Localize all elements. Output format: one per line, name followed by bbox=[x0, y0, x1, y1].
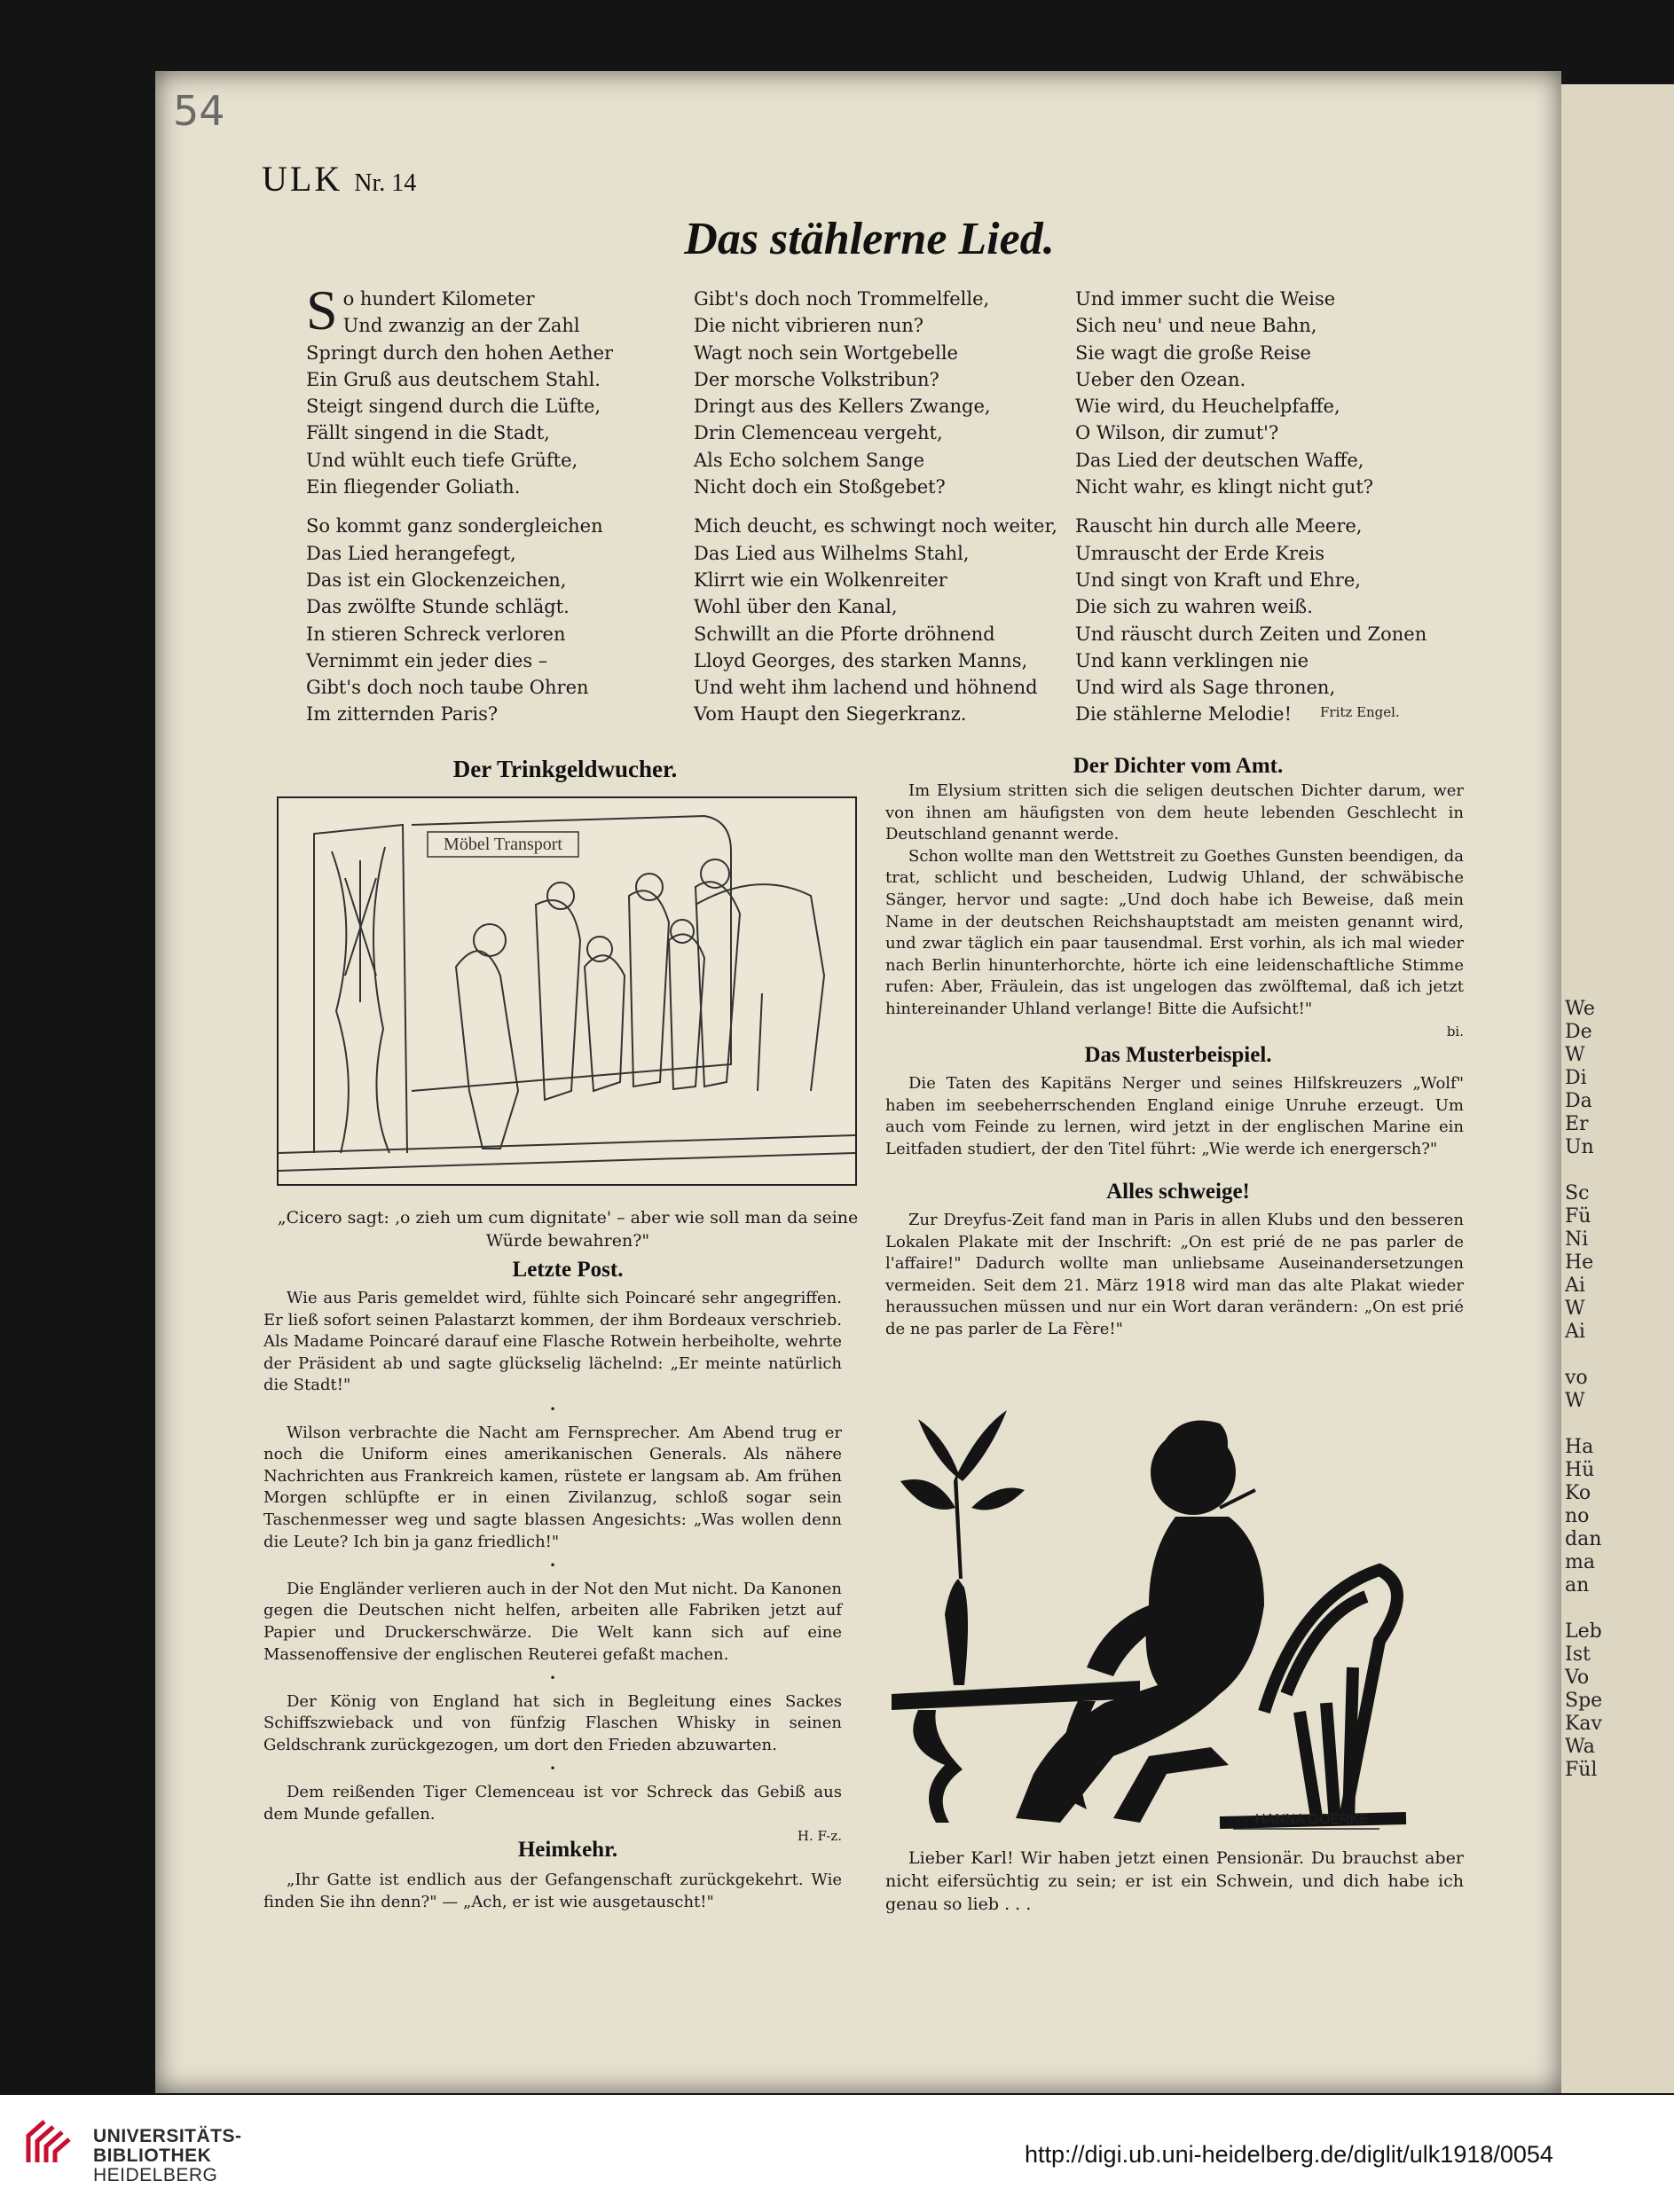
poem-line: Mich deucht, es schwingt noch weiter, bbox=[694, 515, 1057, 537]
adjacent-page-fragment: Ha bbox=[1565, 1436, 1594, 1458]
poem-line: So kommt ganz sondergleichen bbox=[306, 515, 603, 537]
dichter-section bbox=[885, 780, 1464, 1042]
poem-line: Die stählerne Melodie! bbox=[1075, 703, 1293, 726]
post-item: Die Engländer verlieren auch in der Not den Mut nicht. Da Kanonen gegen die Deutschen nicht helfen, arbeiten alle Fabriken jetzt auf Papier und Druckerschwärze. Die Welt kann sich auf eine Massenoffensive der englischen Reuterei gefaßt machen. bbox=[263, 1579, 842, 1664]
karl-section bbox=[885, 1847, 1464, 1916]
cartoon-sign-text: Möbel Transport bbox=[444, 835, 562, 854]
library-name-line2: BIBLIOTHEK bbox=[93, 2145, 212, 2166]
heimkehr-text: „Ihr Gatte ist endlich aus der Gefangenschaft zurückgekehrt. Wie finden Sie ihn denn?" — „Ach, er ist wie ausgetauscht!" bbox=[263, 1871, 842, 1911]
adjacent-page-fragment: Sc bbox=[1565, 1182, 1590, 1204]
issue-number: Nr. 14 bbox=[354, 169, 417, 197]
post-item: Wilson verbrachte die Nacht am Fernsprecher. Am Abend trug er noch die Uniform eines amerikanischen Generals. Als nähere Nachrichten aus Frankreich kamen, rüstete er langsam ab. Am frühen Morgen schlüpfte er in einen Zivilanzug, schloß sogar sein Taschenmesser weg und sagte blassen Angesichts: „Was wollen denn die Leute? Ich bin ja ganz friedlich!" bbox=[263, 1423, 842, 1551]
poem-column-2 bbox=[694, 286, 1066, 741]
adjacent-page-edge bbox=[1561, 84, 1674, 2093]
poem-stanza bbox=[1075, 513, 1448, 727]
adjacent-page-fragment: Di bbox=[1565, 1067, 1587, 1089]
heimkehr-title: Heimkehr. bbox=[517, 1838, 618, 1862]
library-name-line3: HEIDELBERG bbox=[93, 2165, 218, 2185]
poem-column-1 bbox=[306, 278, 679, 741]
poem-line: Wie wird, du Heuchelpfaffe, bbox=[1075, 396, 1340, 418]
karl-text: Lieber Karl! Wir haben jetzt einen Pensionär. Du brauchst aber nicht eifersüchtig zu sein; er ist ein Schwein, und dich habe ich genau so lieb . . . bbox=[885, 1848, 1464, 1914]
pencil-page-number: 54 bbox=[173, 87, 225, 135]
poem-line: Das Lied herangefegt, bbox=[306, 542, 516, 564]
adjacent-page-fragment: He bbox=[1565, 1251, 1594, 1274]
adjacent-page-fragment: Vo bbox=[1565, 1667, 1590, 1689]
schweige-section bbox=[885, 1210, 1464, 1341]
poem-line: Gibt's doch noch Trommelfelle, bbox=[694, 288, 990, 310]
adjacent-page-fragment: Wa bbox=[1565, 1736, 1595, 1758]
adjacent-page-fragment: vo bbox=[1565, 1367, 1588, 1389]
library-name-line1: UNIVERSITÄTS- bbox=[93, 2126, 242, 2146]
poem-line: Sich neu' und neue Bahn, bbox=[1075, 315, 1317, 337]
adjacent-page-fragment: Un bbox=[1565, 1136, 1594, 1158]
poem-line: Im zitternden Paris? bbox=[306, 703, 499, 726]
poem-author: Fritz Engel. bbox=[1320, 704, 1400, 720]
poem-line: Und räuscht durch Zeiten und Zonen bbox=[1075, 623, 1427, 645]
dichter-paragraph: Im Elysium stritten sich die seligen deutschen Dichter darum, wer von ihnen am häufigsten von dem heute lebenden Geschlecht in Deutschland genannt werde. bbox=[885, 781, 1464, 844]
adjacent-page-fragment: W bbox=[1565, 1044, 1585, 1066]
poem-line: Steigt singend durch die Lüfte, bbox=[306, 396, 601, 418]
section-separator: • bbox=[549, 1672, 556, 1685]
poem-line: Das Lied aus Wilhelms Stahl, bbox=[694, 542, 970, 564]
adjacent-page-fragment: an bbox=[1565, 1574, 1590, 1596]
adjacent-page-fragment: Ist bbox=[1565, 1643, 1591, 1666]
masthead bbox=[262, 158, 416, 200]
muster-title: Das Musterbeispiel. bbox=[1084, 1043, 1272, 1067]
poem-line: Sie wagt die große Reise bbox=[1075, 341, 1311, 364]
adjacent-page-fragment bbox=[1561, 1597, 1674, 1620]
muster-section bbox=[885, 1073, 1464, 1160]
poem-line: Dringt aus des Kellers Zwange, bbox=[694, 396, 991, 418]
adjacent-page-fragment: ma bbox=[1565, 1551, 1595, 1573]
adjacent-page-fragment: Hü bbox=[1565, 1459, 1595, 1481]
poem-line: Fällt singend in die Stadt, bbox=[306, 422, 550, 444]
adjacent-page-fragment: Ai bbox=[1565, 1275, 1585, 1297]
library-name[interactable] bbox=[93, 2127, 242, 2185]
poem-stanza bbox=[694, 286, 1066, 500]
poem-line: Die sich zu wahren weiß. bbox=[1075, 596, 1313, 618]
permalink-url[interactable]: http://digi.ub.uni-heidelberg.de/diglit/ulk1918/0054 bbox=[1025, 2141, 1553, 2168]
adjacent-page-fragment: De bbox=[1565, 1021, 1592, 1043]
post-item: Der König von England hat sich in Begleitung eines Sackes Schiffszwieback und von fünfzig Flaschen Whisky in seinen Geldschrank zurückgezogen, um dort den Frieden abzuwarten. bbox=[263, 1691, 842, 1754]
silhouette-illustration bbox=[883, 1375, 1415, 1836]
poem-line: Wagt noch sein Wortgebelle bbox=[694, 341, 958, 364]
poem-line: Umrauscht der Erde Kreis bbox=[1075, 542, 1325, 564]
poem-line: O Wilson, dir zumut'? bbox=[1075, 422, 1279, 444]
adjacent-page-fragment: W bbox=[1565, 1298, 1585, 1320]
poem-title: Das stählerne Lied. bbox=[684, 214, 1055, 264]
cartoon-illustration bbox=[277, 796, 857, 1186]
post-signature: H. F-z. bbox=[797, 1828, 842, 1845]
post-item: Wie aus Paris gemeldet wird, fühlte sich Poincaré sehr angegriffen. Er ließ sofort seinen Palastarzt kommen, der ihm Bordeaux verschrieb. Als Madame Poincaré darauf eine Flasche Rotwein herbeiholte, wehrte der Präsident ab und sagte glückselig lächelnd: „Er meinte natürlich die Stadt!" bbox=[263, 1289, 842, 1395]
poem-line: Das Lied der deutschen Waffe, bbox=[1075, 449, 1364, 471]
poem-dropcap: S bbox=[306, 278, 338, 341]
poem-line: Der morsche Volkstribun? bbox=[694, 368, 939, 390]
poem-line: Das zwölfte Stunde schlägt. bbox=[306, 596, 570, 618]
adjacent-page-fragment: Kav bbox=[1565, 1713, 1602, 1735]
section-separator: • bbox=[549, 1762, 556, 1776]
poem-line: Und singt von Kraft und Ehre, bbox=[1075, 569, 1361, 591]
university-library-logo-icon[interactable] bbox=[18, 2109, 80, 2171]
poem-line: Gibt's doch noch taube Ohren bbox=[306, 677, 589, 699]
muster-text: Die Taten des Kapitäns Nerger und seines Hilfskreuzers „Wolf" haben im seebeherrschenden England einige Unruhe erzeugt. Um auch vom Feinde zu lernen, wird jetzt in der englischen Marine ein Leitfaden studiert, der den Titel führt: „Wie werde ich energersch?" bbox=[885, 1074, 1464, 1158]
silhouette-signature: HANNA GOERKE bbox=[1255, 1812, 1370, 1827]
poem-line: Die nicht vibrieren nun? bbox=[694, 315, 924, 337]
adjacent-page-fragment: Ni bbox=[1565, 1228, 1589, 1251]
poem-line: Wohl über den Kanal, bbox=[694, 596, 898, 618]
poem-stanza bbox=[694, 513, 1066, 727]
poem-line: Und wird als Sage thronen, bbox=[1075, 677, 1336, 699]
poem-line: Springt durch den hohen Aether bbox=[306, 341, 614, 364]
poem-line: Und weht ihm lachend und höhnend bbox=[694, 677, 1038, 699]
adjacent-page-fragment bbox=[1561, 1413, 1674, 1436]
heimkehr-section bbox=[263, 1870, 842, 1913]
poem-line: Ein fliegender Goliath. bbox=[306, 476, 521, 498]
adjacent-page-fragment: dan bbox=[1565, 1528, 1602, 1550]
poem-line: Als Echo solchem Sange bbox=[694, 449, 925, 471]
cartoon-title: Der Trinkgeldwucher. bbox=[452, 756, 678, 782]
adjacent-page-fragment: W bbox=[1565, 1390, 1585, 1412]
poem-line-text: o hundert Kilometer bbox=[342, 288, 535, 310]
schweige-text: Zur Dreyfus-Zeit fand man in Paris in allen Klubs und den besseren Lokalen Plakate mit der Inschrift: „On est prié de ne pas parler de l'affaire!" Dadurch wollte man unliebsame Auseinandersetzungen vermeiden. Seit dem 21. März 1918 wird man das alte Plakat wieder heraussuchen müssen und nur ein Wort daran verändern: „On est prié de ne pas parler de La Fère!" bbox=[885, 1211, 1464, 1338]
poem-line: Lloyd Georges, des starken Manns, bbox=[694, 649, 1028, 671]
cartoon-caption: „Cicero sagt: ‚o zieh um cum dignitate' – aber wie soll man da seine Würde bewahren?" bbox=[277, 1208, 859, 1251]
poem-line: Und wühlt euch tiefe Grüfte, bbox=[306, 449, 578, 471]
adjacent-page-fragment: Spe bbox=[1565, 1690, 1603, 1712]
post-section bbox=[263, 1288, 842, 1847]
logo-glyph bbox=[18, 2109, 80, 2171]
dichter-paragraph: Schon wollte man den Wettstreit zu Goethes Gunsten beendigen, da trat, schlicht und bescheiden, Ludwig Uhland, der schwäbische Sänger, hervor und sagte: „Und doch habe ich Beweise, daß mein Name in der deutschen Reichshauptstadt am meisten genannt wird, und zwar täglich ein paar tausendmal. Erst vorhin, als ich mal wieder nach Berlin hinunterhorchte, hörte ich eine leidenschaftliche Stimme rufen: Aber, Fräulein, das ist ungelogen das zwölftemal, daß ich jetzt hintereinander Uhland verlange! Bitte die Aufsicht!" bbox=[885, 846, 1464, 1018]
adjacent-page-fragment: no bbox=[1565, 1505, 1590, 1527]
poem-line: Rauscht hin durch alle Meere, bbox=[1075, 515, 1363, 537]
poem-line: Nicht wahr, es klingt nicht gut? bbox=[1075, 476, 1374, 498]
poem-stanza bbox=[1075, 286, 1448, 500]
section-separator: • bbox=[549, 1559, 556, 1573]
cartoon-drawing bbox=[279, 798, 855, 1184]
poem-stanza bbox=[306, 513, 679, 727]
adjacent-page-fragment: Da bbox=[1565, 1090, 1592, 1112]
dichter-title: Der Dichter vom Amt. bbox=[1073, 754, 1284, 778]
adjacent-page-fragment: Ai bbox=[1565, 1321, 1585, 1343]
dichter-signature: bi. bbox=[1446, 1023, 1464, 1039]
poem-column-3 bbox=[1075, 286, 1448, 741]
poem-line: In stieren Schreck verloren bbox=[306, 623, 566, 645]
adjacent-page-fragment: Fül bbox=[1565, 1759, 1598, 1781]
adjacent-page-fragment: Leb bbox=[1565, 1620, 1602, 1643]
poem-line: Vernimmt ein jeder dies – bbox=[306, 649, 548, 671]
masthead-name: ULK bbox=[262, 159, 343, 199]
poem-line: Drin Clemenceau vergeht, bbox=[694, 422, 943, 444]
poem-line: Klirrt wie ein Wolkenreiter bbox=[694, 569, 947, 591]
poem-line: Und zwanzig an der Zahl bbox=[342, 315, 580, 337]
poem-line: Vom Haupt den Siegerkranz. bbox=[694, 703, 967, 726]
post-item: Dem reißenden Tiger Clemenceau ist vor Schreck das Gebiß aus dem Munde gefallen. bbox=[263, 1783, 842, 1824]
adjacent-page-fragment: Er bbox=[1565, 1113, 1589, 1135]
adjacent-page-fragment: Fü bbox=[1565, 1205, 1591, 1228]
adjacent-page-fragment: We bbox=[1565, 998, 1595, 1020]
adjacent-page-fragment: Ko bbox=[1565, 1482, 1591, 1504]
silhouette-drawing bbox=[883, 1375, 1415, 1836]
poem-line: Das ist ein Glockenzeichen, bbox=[306, 569, 567, 591]
poem-line: Und kann verklingen nie bbox=[1075, 649, 1309, 671]
poem-line: Schwillt an die Pforte dröhnend bbox=[694, 623, 995, 645]
poem-stanza bbox=[306, 278, 679, 500]
poem-line: Ueber den Ozean. bbox=[1075, 368, 1246, 390]
adjacent-page-fragment bbox=[1561, 1344, 1674, 1367]
section-separator: • bbox=[549, 1402, 556, 1416]
poem-line: Ein Gruß aus deutschem Stahl. bbox=[306, 368, 601, 390]
adjacent-page-fragment bbox=[1561, 1159, 1674, 1182]
post-title: Letzte Post. bbox=[512, 1258, 624, 1282]
poem-line: Und immer sucht die Weise bbox=[1075, 288, 1336, 310]
poem-line: Nicht doch ein Stoßgebet? bbox=[694, 476, 946, 498]
schweige-title: Alles schweige! bbox=[1106, 1180, 1250, 1204]
